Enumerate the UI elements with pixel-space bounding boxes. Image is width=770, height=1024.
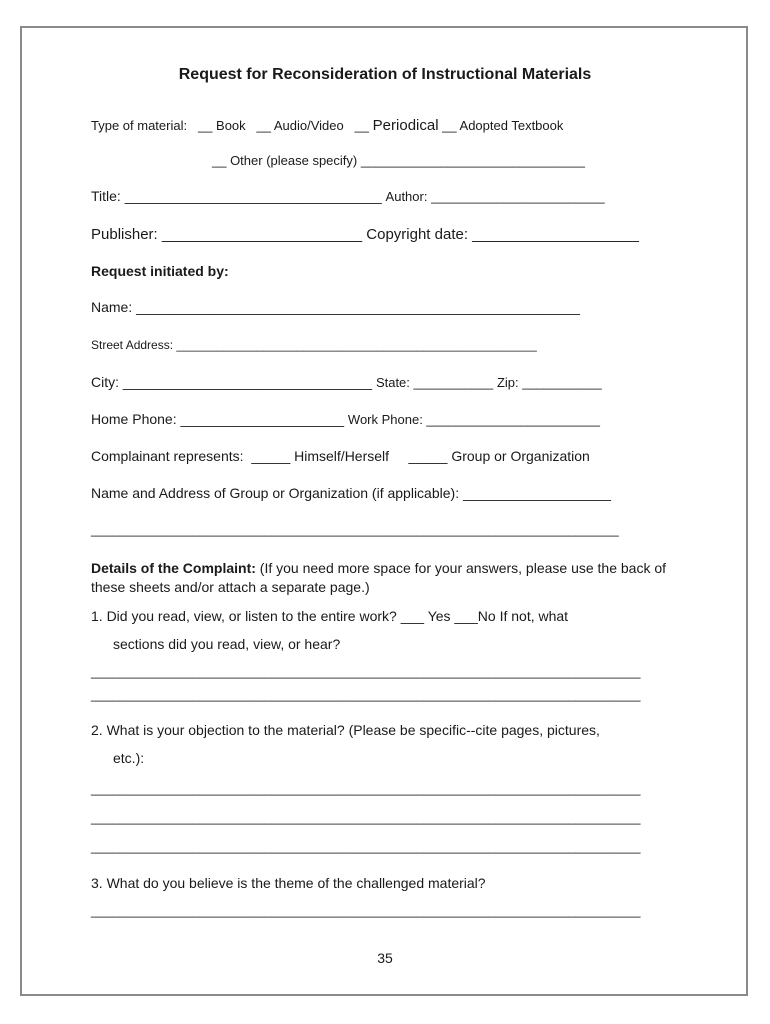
question-2: 2. What is your objection to the material? (Please be specific--cite pages, pictures, [91,722,600,738]
group-name-line-2[interactable]: _________________________________________________________________________ [91,522,619,537]
question-1-continued: sections did you read, view, or hear? [113,636,341,652]
complainant-represents-row [91,448,590,464]
question-3: 3. What do you believe is the theme of the challenged material? [91,875,486,891]
copyright-field[interactable]: Copyright date: ____________________ [366,226,640,243]
represents-label: Complainant represents: [91,448,244,464]
state-field[interactable]: State: ___________ [375,375,494,390]
group-name-field[interactable]: Name and Address of Group or Organization (if applicable): ___________________ [91,485,611,501]
question-2-answer-line[interactable]: ____________________________________________________________________________ [91,810,641,825]
details-of-complaint [91,559,671,597]
author-field[interactable]: Author: ________________________ [385,189,605,204]
form-title: Request for Reconsideration of Instructional Materials [178,66,592,83]
details-instructions: (If you need more space for your answers, please use the back of these sheets and/or attach a separate page.) [91,560,667,595]
material-type-row [91,117,563,134]
option-himself-herself[interactable]: _____ Himself/Herself [251,448,390,464]
work-phone-field[interactable]: Work Phone: ________________________ [347,412,600,427]
home-phone-field[interactable]: Home Phone: _____________________ [91,411,345,427]
question-2-answer-line[interactable]: ____________________________________________________________________________ [91,839,641,854]
street-address-field[interactable]: Street Address: ______________________________________________________ [91,338,537,352]
city-field[interactable]: City: ________________________________ [91,374,373,390]
city-state-zip-row [91,374,602,390]
option-group-organization[interactable]: _____ Group or Organization [408,448,590,464]
request-initiated-heading: Request initiated by: [91,263,229,279]
question-1-answer-line[interactable]: ____________________________________________________________________________ [91,687,641,702]
title-author-row [91,188,605,204]
publisher-field[interactable]: Publisher: ________________________ [91,226,363,243]
option-book[interactable]: __ Book [197,118,246,133]
question-1: 1. Did you read, view, or listen to the entire work? ___ Yes ___No If not, what [91,608,569,624]
phone-row [91,411,600,427]
option-adopted-textbook[interactable]: __ Adopted Textbook [442,118,564,133]
publisher-row [91,226,639,243]
details-heading: Details of the Complaint: [91,560,256,576]
question-2-continued: etc.): [113,750,145,766]
material-type-label: Type of material: [91,118,188,133]
name-field[interactable]: Name: _________________________________________________________ [91,299,580,315]
title-field[interactable]: Title: _________________________________ [91,188,382,204]
option-audio-video[interactable]: __ Audio/Video [256,118,344,133]
question-3-answer-line[interactable]: ____________________________________________________________________________ [91,903,641,918]
zip-field[interactable]: Zip: ___________ [496,375,602,390]
option-other[interactable]: __ Other (please specify) _______________________________ [212,153,585,168]
page-number: 35 [377,950,393,966]
question-1-answer-line[interactable]: ____________________________________________________________________________ [91,664,641,679]
option-periodical: Periodical [372,117,439,134]
question-2-answer-line[interactable]: ____________________________________________________________________________ [91,781,641,796]
option-periodical-blank[interactable]: __ [354,118,370,133]
